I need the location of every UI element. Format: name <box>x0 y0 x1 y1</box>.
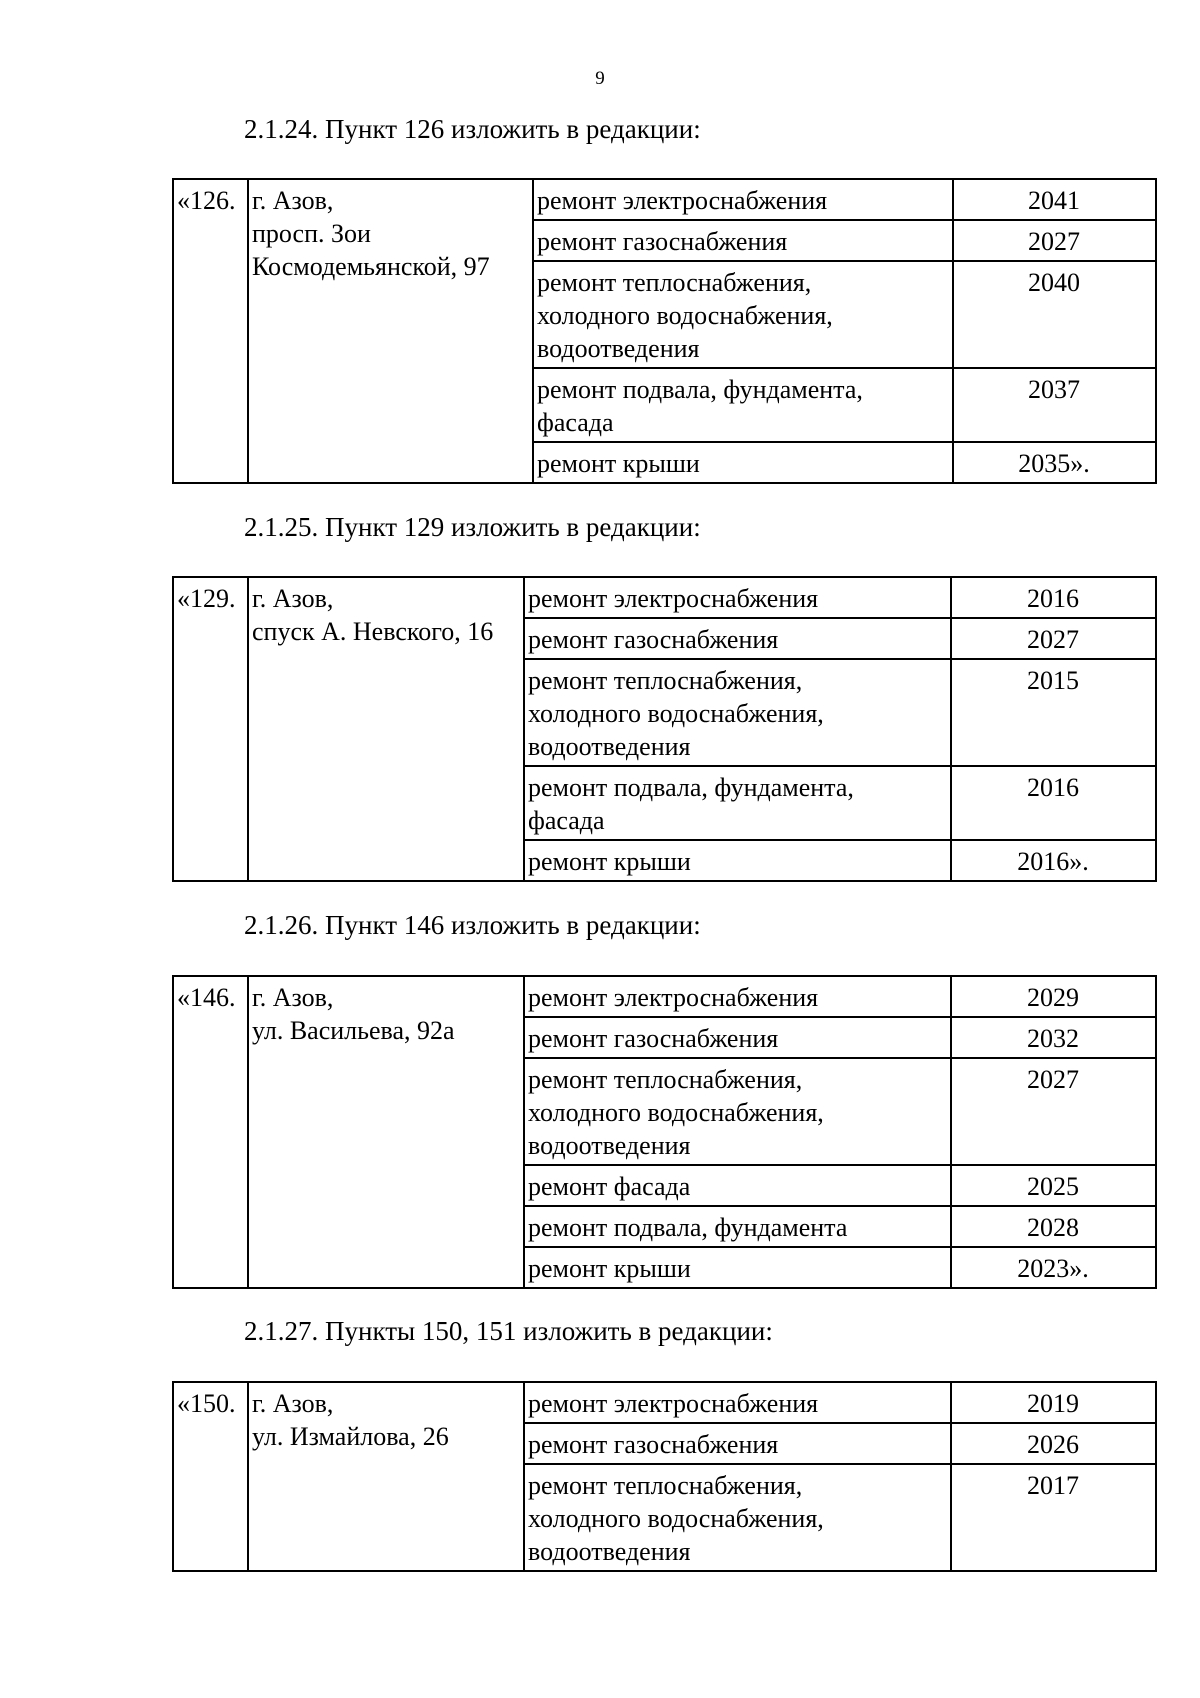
work-type-cell <box>524 618 951 659</box>
work-type-line: ремонт газоснабжения <box>528 1024 779 1053</box>
year-cell: 2017 <box>951 1464 1156 1571</box>
work-type-cell <box>524 1382 951 1423</box>
work-type-line: холодного водоснабжения, <box>537 301 833 330</box>
work-type-line: водоотведения <box>537 334 700 363</box>
year-cell: 2025 <box>951 1165 1156 1206</box>
work-type-cell <box>524 766 951 840</box>
year-cell: 2023». <box>951 1247 1156 1288</box>
table-row <box>173 577 1156 618</box>
section-heading: 2.1.24. Пункт 126 изложить в редакции: <box>244 114 701 144</box>
work-type-line: ремонт подвала, фундамента, <box>537 375 863 404</box>
address-cell <box>248 976 524 1288</box>
year-cell: 2035». <box>953 442 1156 483</box>
work-type-line: водоотведения <box>528 1537 691 1566</box>
work-type-line: ремонт теплоснабжения, <box>528 666 803 695</box>
section-heading: 2.1.26. Пункт 146 изложить в редакции: <box>244 910 701 940</box>
address-cell <box>248 577 524 881</box>
repair-schedule-table <box>172 576 1157 882</box>
work-type-line: ремонт электроснабжения <box>528 584 819 613</box>
address-line: г. Азов, <box>252 983 334 1012</box>
work-type-cell <box>524 976 951 1017</box>
address-line: г. Азов, <box>252 584 334 613</box>
work-type-line: холодного водоснабжения, <box>528 1504 824 1533</box>
address-line: Космодемьянской, 97 <box>252 252 490 281</box>
work-type-line: ремонт фасада <box>528 1172 691 1201</box>
repair-schedule-table <box>172 975 1157 1289</box>
page-number: 9 <box>595 68 605 89</box>
work-type-line: ремонт электроснабжения <box>528 983 819 1012</box>
year-cell: 2016 <box>951 577 1156 618</box>
work-type-line: водоотведения <box>528 1131 691 1160</box>
item-number: «126. <box>173 179 248 483</box>
year-cell: 2016 <box>951 766 1156 840</box>
work-type-line: ремонт крыши <box>537 449 700 478</box>
work-type-line: фасада <box>537 408 614 437</box>
work-type-line: фасада <box>528 806 605 835</box>
work-type-cell <box>524 659 951 766</box>
item-number: «150. <box>173 1382 248 1571</box>
year-cell: 2026 <box>951 1423 1156 1464</box>
work-type-line: ремонт теплоснабжения, <box>528 1471 803 1500</box>
address-line: ул. Васильева, 92а <box>252 1016 455 1045</box>
table-row <box>173 1382 1156 1423</box>
address-cell <box>248 1382 524 1571</box>
address-line: просп. Зои <box>252 219 371 248</box>
address-line: ул. Измайлова, 26 <box>252 1422 449 1451</box>
work-type-cell <box>524 1206 951 1247</box>
work-type-cell <box>533 368 953 442</box>
year-cell: 2027 <box>951 1058 1156 1165</box>
section-heading: 2.1.27. Пункты 150, 151 изложить в редакции: <box>244 1316 773 1346</box>
work-type-line: холодного водоснабжения, <box>528 699 824 728</box>
year-cell: 2041 <box>953 179 1156 220</box>
work-type-cell <box>524 1464 951 1571</box>
year-cell: 2032 <box>951 1017 1156 1058</box>
year-cell: 2027 <box>953 220 1156 261</box>
work-type-line: водоотведения <box>528 732 691 761</box>
work-type-cell <box>524 1423 951 1464</box>
work-type-cell <box>524 1017 951 1058</box>
year-cell: 2029 <box>951 976 1156 1017</box>
work-type-line: ремонт газоснабжения <box>537 227 788 256</box>
year-cell: 2028 <box>951 1206 1156 1247</box>
work-type-cell <box>524 840 951 881</box>
work-type-line: ремонт теплоснабжения, <box>528 1065 803 1094</box>
work-type-cell <box>524 1247 951 1288</box>
work-type-line: холодного водоснабжения, <box>528 1098 824 1127</box>
address-line: г. Азов, <box>252 186 334 215</box>
work-type-line: ремонт газоснабжения <box>528 625 779 654</box>
item-number: «146. <box>173 976 248 1288</box>
work-type-line: ремонт подвала, фундамента <box>528 1213 848 1242</box>
year-cell: 2015 <box>951 659 1156 766</box>
repair-schedule-table <box>172 178 1157 484</box>
address-line: г. Азов, <box>252 1389 334 1418</box>
year-cell: 2016». <box>951 840 1156 881</box>
section-heading: 2.1.25. Пункт 129 изложить в редакции: <box>244 512 701 542</box>
year-cell: 2037 <box>953 368 1156 442</box>
address-line: спуск А. Невского, 16 <box>252 617 494 646</box>
table-row <box>173 179 1156 220</box>
year-cell: 2027 <box>951 618 1156 659</box>
work-type-cell <box>533 442 953 483</box>
work-type-line: ремонт крыши <box>528 847 691 876</box>
address-cell <box>248 179 533 483</box>
work-type-cell <box>533 261 953 368</box>
work-type-line: ремонт подвала, фундамента, <box>528 773 854 802</box>
work-type-cell <box>533 220 953 261</box>
work-type-line: ремонт электроснабжения <box>537 186 828 215</box>
work-type-cell <box>524 1058 951 1165</box>
work-type-cell <box>524 1165 951 1206</box>
work-type-line: ремонт электроснабжения <box>528 1389 819 1418</box>
work-type-line: ремонт теплоснабжения, <box>537 268 812 297</box>
item-number: «129. <box>173 577 248 881</box>
repair-schedule-table <box>172 1381 1157 1572</box>
table-row <box>173 976 1156 1017</box>
work-type-cell <box>533 179 953 220</box>
work-type-cell <box>524 577 951 618</box>
work-type-line: ремонт крыши <box>528 1254 691 1283</box>
work-type-line: ремонт газоснабжения <box>528 1430 779 1459</box>
year-cell: 2019 <box>951 1382 1156 1423</box>
year-cell: 2040 <box>953 261 1156 368</box>
